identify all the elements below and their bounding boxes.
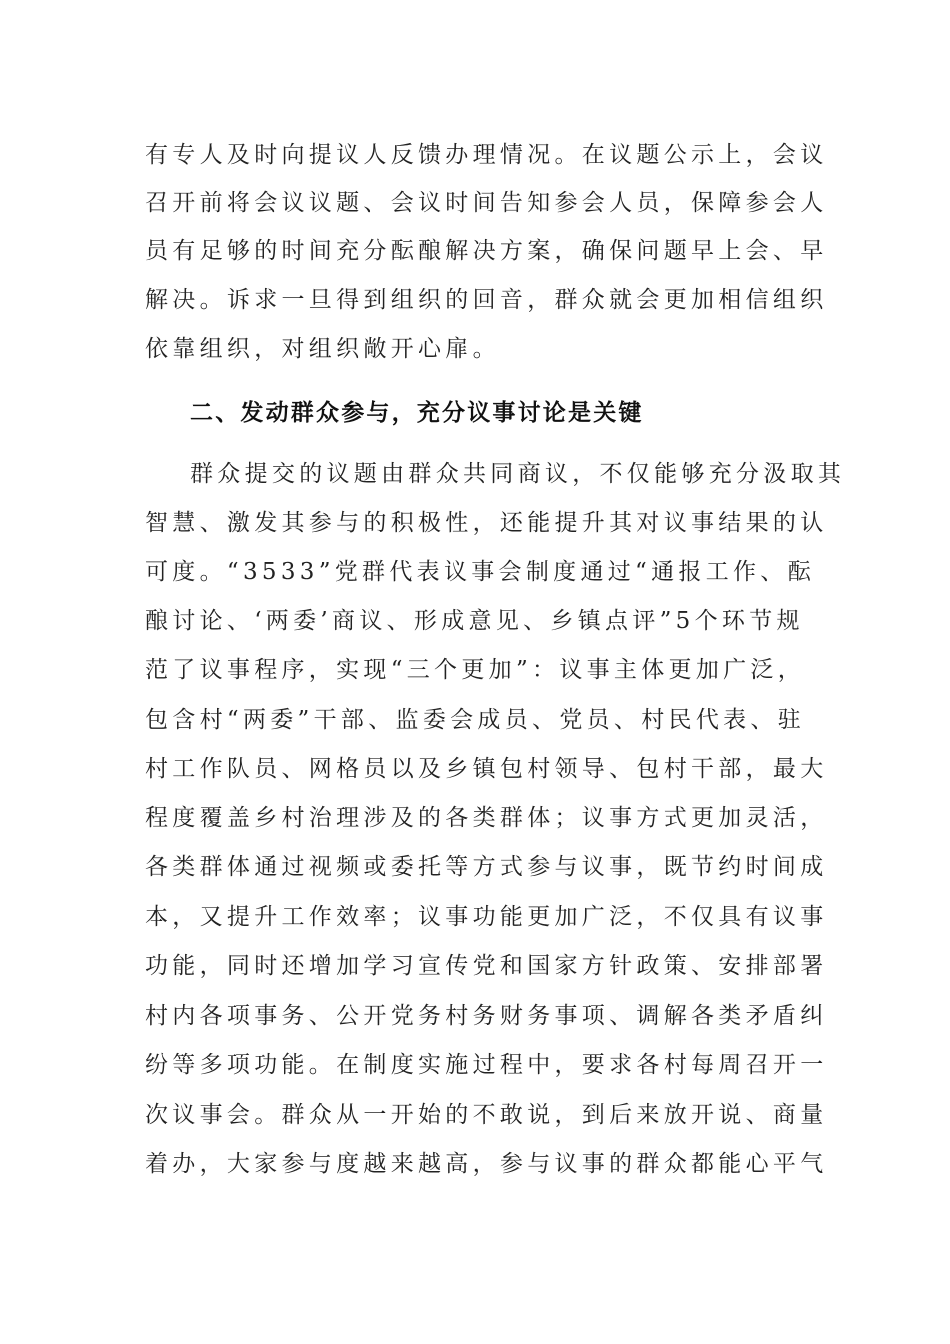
paragraph-2-line-8: 程度覆盖乡村治理涉及的各类群体；议事方式更加灵活，	[145, 805, 828, 831]
paragraph-1-line-1: 有专人及时向提议人反馈办理情况。在议题公示上，会议	[145, 142, 828, 168]
paragraph-1-line-3: 员有足够的时间充分酝酿解决方案，确保问题早上会、早	[145, 238, 828, 264]
paragraph-2-line-14: 次议事会。群众从一开始的不敢说，到后来放开说、商量	[145, 1102, 828, 1128]
paragraph-2-line-11: 功能，同时还增加学习宣传党和国家方针政策、安排部署	[145, 953, 828, 979]
paragraph-2-line-9: 各类群体通过视频或委托等方式参与议事，既节约时间成	[145, 854, 828, 880]
paragraph-2-line-7: 村工作队员、网格员以及乡镇包村领导、包村干部，最大	[145, 756, 828, 782]
paragraph-2-line-6: 包含村“两委”干部、监委会成员、党员、村民代表、驻	[145, 707, 806, 733]
paragraph-2-line-5: 范了议事程序，实现“三个更加”：议事主体更加广泛，	[145, 657, 806, 683]
paragraph-2-line-1: 群众提交的议题由群众共同商议，不仅能够充分汲取其	[190, 461, 846, 487]
paragraph-2-line-15: 着办，大家参与度越来越高，参与议事的群众都能心平气	[145, 1151, 828, 1177]
paragraph-2-line-13: 纷等多项功能。在制度实施过程中，要求各村每周召开一	[145, 1052, 828, 1078]
section-heading: 二、发动群众参与，充分议事讨论是关键	[190, 400, 644, 426]
paragraph-2-line-12: 村内各项事务、公开党务村务财务事项、调解各类矛盾纠	[145, 1003, 828, 1029]
paragraph-2-line-2: 智慧、激发其参与的积极性，还能提升其对议事结果的认	[145, 510, 828, 536]
paragraph-1-line-5: 依靠组织，对组织敞开心扉。	[145, 336, 500, 362]
paragraph-2-line-4: 酿讨论、‘两委’商议、形成意见、乡镇点评”5个环节规	[145, 608, 804, 634]
paragraph-1-line-4: 解决。诉求一旦得到组织的回音，群众就会更加相信组织	[145, 287, 828, 313]
paragraph-1-line-2: 召开前将会议议题、会议时间告知参会人员，保障参会人	[145, 190, 828, 216]
paragraph-2-line-10: 本，又提升工作效率；议事功能更加广泛，不仅具有议事	[145, 904, 828, 930]
paragraph-2-line-3: 可度。“3533”党群代表议事会制度通过“通报工作、酝	[145, 559, 815, 585]
